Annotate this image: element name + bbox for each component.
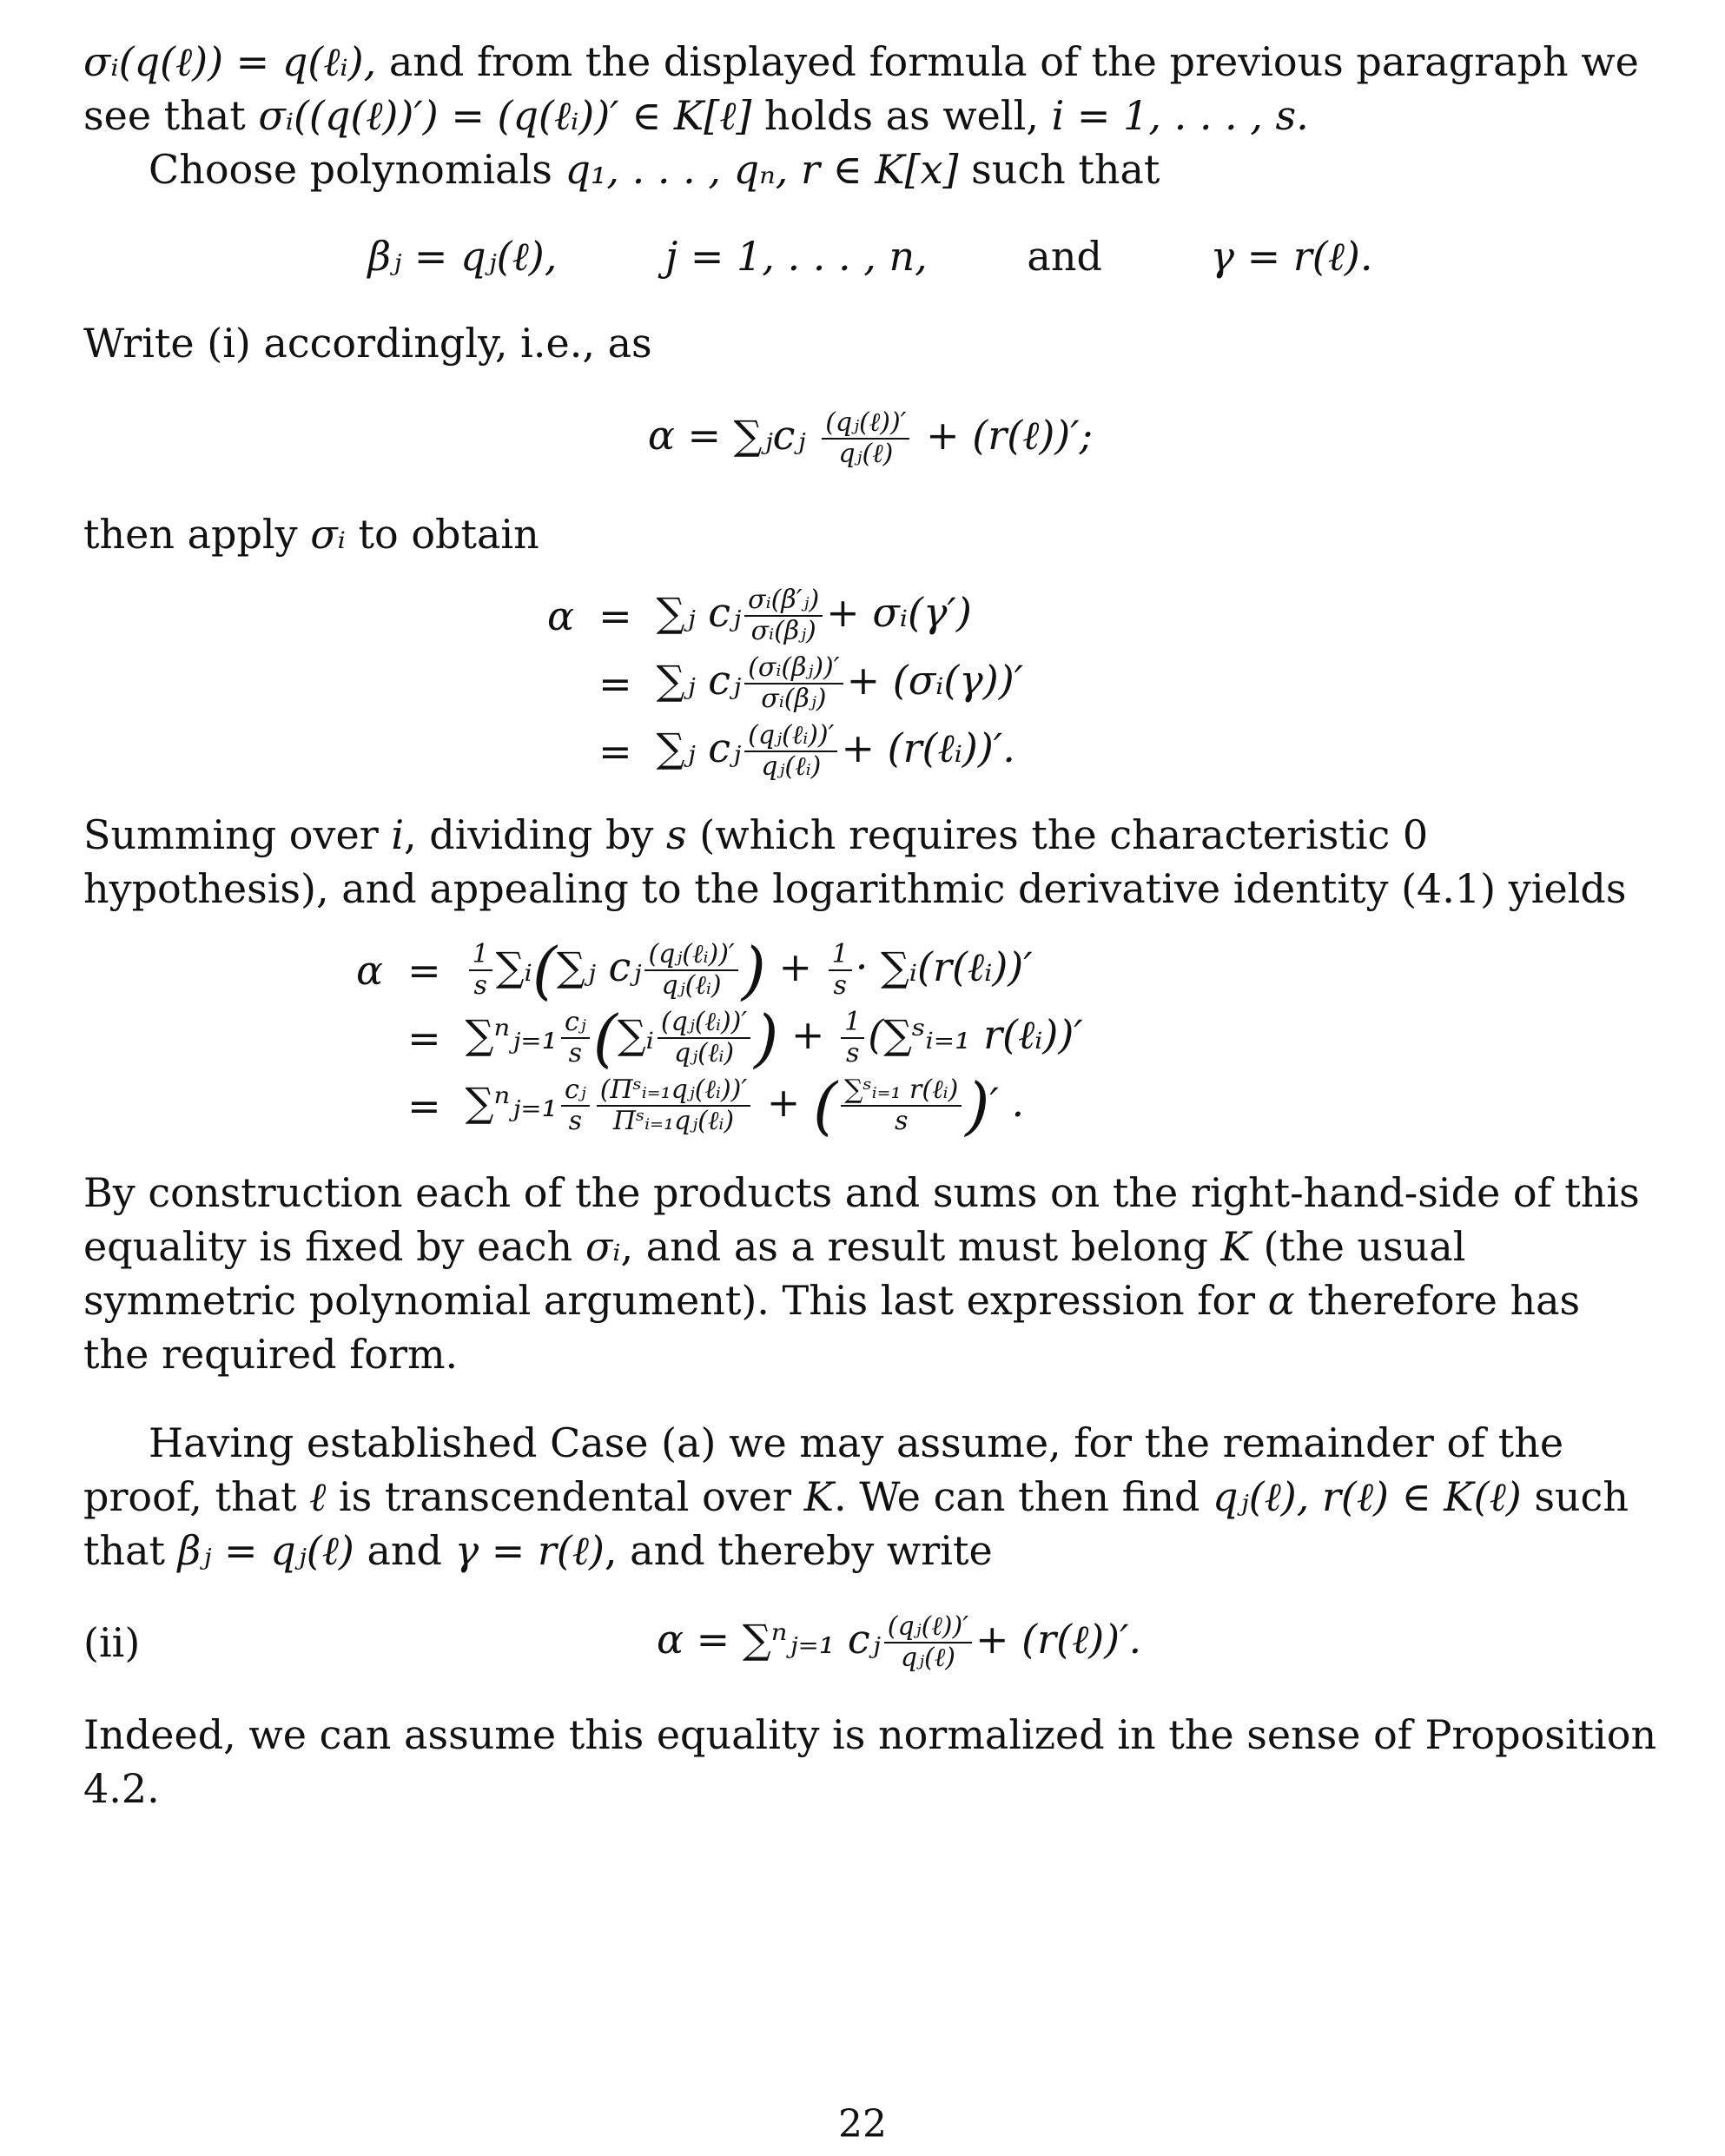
math-inline: K	[803, 1473, 835, 1520]
math-inline: σᵢ((q(ℓ))′) = (q(ℓᵢ))′ ∈ K[ℓ]	[258, 92, 752, 139]
text: Summing over	[83, 811, 392, 858]
math: j = 1, . . . , n,	[664, 233, 928, 280]
sum: ∑ⱼ cⱼ	[556, 943, 642, 990]
denominator: s	[473, 970, 487, 1001]
right-paren: )	[754, 1002, 779, 1075]
equation-beta-gamma	[83, 229, 1657, 283]
text: and from the displayed formula of the previous paragraph we see that	[83, 38, 1639, 139]
math-inline: i	[391, 811, 405, 858]
math-inline: s	[666, 811, 687, 858]
text: then apply	[83, 511, 311, 558]
denominator: Πˢᵢ₌₁qⱼ(ℓᵢ)	[612, 1106, 735, 1136]
numerator: 1	[829, 940, 852, 971]
rhs	[453, 934, 1095, 1007]
relation: =	[598, 592, 632, 639]
right-paren: )	[965, 1069, 990, 1142]
equation-row	[344, 1004, 1095, 1072]
math: βⱼ = qⱼ(ℓ),	[367, 233, 558, 280]
math-inline: α	[1267, 1277, 1295, 1324]
text: Choose polynomials	[149, 146, 565, 193]
relation: =	[407, 1015, 441, 1061]
numerator: ∑ˢᵢ₌₁ r(ℓᵢ)	[841, 1075, 962, 1107]
equation-ii	[83, 1612, 1657, 1673]
text: , dividing by	[404, 811, 667, 858]
paragraph-1	[83, 35, 1657, 142]
sum: ∑ⁿⱼ₌₁	[465, 1011, 558, 1058]
left-paren: (	[532, 934, 557, 1007]
text: By construction each of the products and sums on the right-hand-side of this equality is fixed by each	[83, 1169, 1640, 1270]
math-inline: σᵢ(q(ℓ)) = q(ℓᵢ),	[83, 38, 377, 85]
rhs	[644, 650, 1036, 718]
text: holds as well,	[751, 92, 1052, 139]
denominator: s	[568, 1038, 583, 1068]
equation-row	[535, 582, 1035, 650]
denominator: qⱼ(ℓᵢ)	[761, 751, 822, 782]
fraction	[597, 1075, 750, 1136]
lhs: α = ∑ⁿⱼ₌₁ cⱼ	[657, 1616, 881, 1663]
fraction	[744, 653, 843, 714]
text: , and as a result must belong	[620, 1223, 1221, 1270]
fraction	[744, 721, 837, 782]
math-inline: q₁, . . . , qₙ, r ∈ K[x]	[565, 146, 959, 193]
numerator: (qⱼ(ℓᵢ))′	[658, 1008, 750, 1039]
math-inline: ℓ	[309, 1473, 327, 1520]
text: . We can then find	[834, 1473, 1213, 1520]
sum: ∑ⱼ cⱼ	[656, 657, 742, 704]
equation-row	[344, 936, 1095, 1004]
numerator: cⱼ	[561, 1008, 590, 1039]
lhs: α	[547, 592, 575, 639]
rhs	[453, 1002, 1095, 1075]
math-inline: σᵢ	[585, 1223, 621, 1270]
fraction	[884, 1612, 972, 1673]
denominator: s	[568, 1106, 583, 1136]
denominator: qⱼ(ℓ)	[838, 439, 894, 469]
tail: + (r(ℓ))′.	[975, 1616, 1142, 1663]
fraction	[561, 1075, 590, 1136]
equation-row	[535, 718, 1035, 785]
paragraph-6	[83, 1166, 1657, 1381]
relation: =	[598, 728, 632, 775]
equation-alpha-sum	[344, 936, 1095, 1140]
fraction	[841, 1075, 962, 1136]
tail: + σᵢ(γ′)	[826, 589, 972, 636]
rhs	[453, 1069, 1095, 1142]
text: such that	[958, 146, 1160, 193]
numerator: 1	[469, 940, 492, 971]
tail: (∑ˢᵢ₌₁ r(ℓᵢ))′	[868, 1011, 1083, 1058]
fraction	[644, 940, 737, 1001]
numerator: (σᵢ(βⱼ))′	[744, 653, 843, 684]
tail: · ∑ᵢ(r(ℓᵢ))′	[855, 943, 1033, 990]
text: is transcendental over	[326, 1473, 804, 1520]
text: (which requires the characteristic 0 hypothesis), and appealing to the logarithmic derivative identity (4.1) yields	[83, 811, 1627, 912]
plus: +	[766, 1079, 801, 1126]
relation: =	[407, 947, 441, 994]
equation-label: (ii)	[83, 1619, 141, 1666]
fraction	[829, 940, 852, 1001]
lhs: α	[356, 947, 384, 994]
fraction	[744, 585, 823, 646]
denominator: qⱼ(ℓᵢ)	[661, 970, 722, 1001]
paragraph-4	[83, 507, 1657, 561]
relation: =	[598, 660, 632, 707]
text: and	[1027, 233, 1102, 280]
rhs	[644, 582, 1036, 650]
paragraph-5	[83, 808, 1657, 916]
page-number: 22	[838, 2102, 887, 2146]
denominator: qⱼ(ℓᵢ)	[674, 1038, 735, 1068]
plus: +	[790, 1011, 825, 1058]
text: therefore has the required form.	[83, 1277, 1581, 1378]
equation-alpha-1	[83, 408, 1657, 469]
text: such that	[83, 1473, 1629, 1574]
denominator: s	[894, 1106, 909, 1136]
equation-row	[344, 1072, 1095, 1140]
math-inline: i = 1, . . . , s.	[1051, 92, 1309, 139]
page-body	[83, 35, 1657, 1815]
fraction	[822, 408, 909, 469]
math-inline: K	[1220, 1223, 1251, 1270]
numerator: (Πˢᵢ₌₁qⱼ(ℓᵢ))′	[597, 1075, 750, 1107]
paragraph-3: Write (i) accordingly, i.e., as	[83, 320, 652, 367]
sum: ∑ⁿⱼ₌₁	[465, 1079, 558, 1126]
numerator: σᵢ(β′ⱼ)	[744, 585, 823, 617]
fraction	[841, 1008, 864, 1068]
plus: +	[778, 943, 812, 990]
right-paren: )	[741, 934, 766, 1007]
text: Having established Case (a) we may assume, for the remainder of the proof, that	[83, 1419, 1564, 1520]
fraction	[658, 1008, 750, 1068]
paragraph-8: Indeed, we can assume this equality is normalized in the sense of Proposition 4.2.	[83, 1711, 1657, 1812]
tail: + (σᵢ(γ))′	[846, 657, 1024, 704]
text: (the usual symmetric polynomial argument). This last expression for	[83, 1223, 1466, 1324]
paragraph-2	[83, 142, 1657, 196]
tail: + (r(ℓᵢ))′.	[841, 724, 1015, 771]
numerator: 1	[841, 1008, 864, 1039]
math: + (r(ℓ))′;	[926, 412, 1094, 459]
sum: ∑ⱼ cⱼ	[656, 724, 742, 771]
math-inline: βⱼ = qⱼ(ℓ)	[177, 1527, 354, 1574]
left-paren: (	[812, 1069, 838, 1142]
rhs	[644, 718, 1036, 785]
denominator: s	[833, 970, 847, 1001]
left-paren: (	[592, 1002, 618, 1075]
relation: =	[407, 1082, 441, 1129]
text: , and thereby write	[604, 1527, 993, 1574]
tail: ′ .	[989, 1079, 1025, 1126]
equation-row	[535, 650, 1035, 718]
fraction	[469, 940, 492, 1001]
sum: ∑ᵢ	[617, 1011, 654, 1058]
math-inline: qⱼ(ℓ), r(ℓ) ∈ K(ℓ)	[1213, 1473, 1522, 1520]
fraction	[561, 1008, 590, 1068]
denominator: qⱼ(ℓ)	[900, 1643, 955, 1673]
sum: ∑ⱼ cⱼ	[656, 589, 742, 636]
math	[657, 1612, 1141, 1673]
numerator: cⱼ	[561, 1075, 590, 1107]
numerator: (qⱼ(ℓᵢ))′	[744, 721, 837, 752]
numerator: (qⱼ(ℓ))′	[884, 1612, 972, 1643]
numerator: (qⱼ(ℓ))′	[822, 408, 909, 440]
paragraph-7	[83, 1416, 1657, 1577]
sum: ∑ᵢ	[495, 943, 532, 990]
denominator: σᵢ(βⱼ)	[761, 684, 827, 714]
text: to obtain	[345, 511, 539, 558]
denominator: σᵢ(βⱼ)	[750, 616, 816, 646]
numerator: (qⱼ(ℓᵢ))′	[644, 940, 737, 971]
math: γ = r(ℓ).	[1210, 233, 1373, 280]
math-inline: γ = r(ℓ)	[454, 1527, 605, 1574]
equation-alpha-sigma	[535, 582, 1035, 785]
denominator: s	[845, 1038, 860, 1068]
math: α = ∑ⱼcⱼ	[647, 412, 806, 459]
text: and	[354, 1527, 455, 1574]
math-inline: σᵢ	[310, 511, 346, 558]
